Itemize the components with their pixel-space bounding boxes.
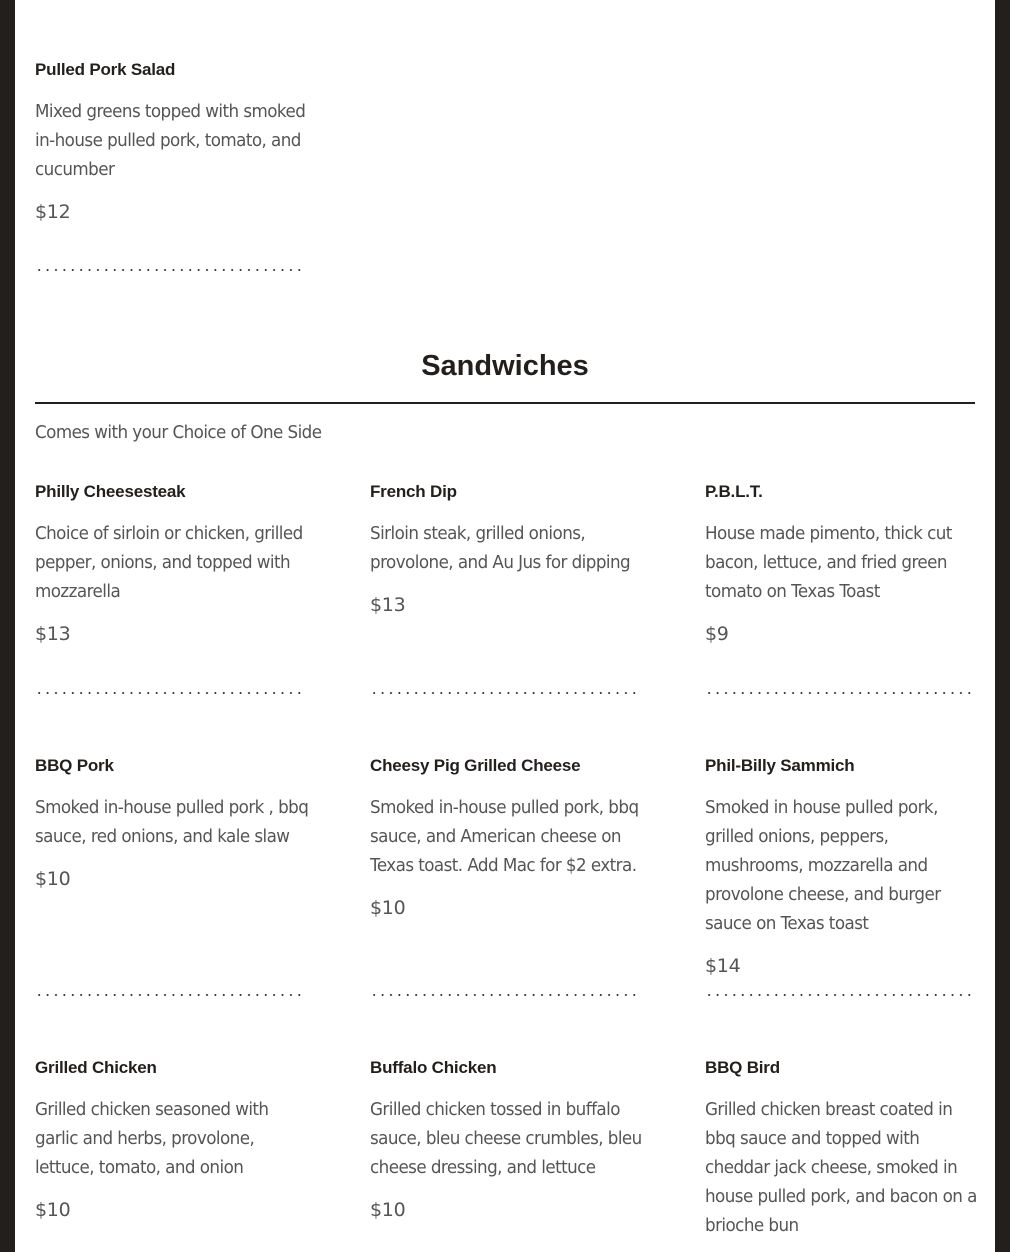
section-note: Comes with your Choice of One Side: [35, 422, 322, 443]
item-description: Smoked in-house pulled pork , bbq sauce, red onions, and kale slaw: [35, 797, 309, 847]
item-name: Pulled Pork Salad: [35, 60, 176, 79]
item-description: Smoked in-house pulled pork, bbq sauce, and American cheese on Texas toast. Add Mac for $2 extra.: [370, 797, 639, 876]
menu-item: [370, 1058, 642, 1222]
item-description: Choice of sirloin or chicken, grilled pepper, onions, and topped with mozzarella: [35, 523, 303, 602]
item-description: Grilled chicken seasoned with garlic and herbs, provolone, lettuce, tomato, and onion: [35, 1099, 269, 1178]
item-price: $13: [370, 594, 406, 616]
item-description: House made pimento, thick cut bacon, lettuce, and fried green tomato on Texas Toast: [705, 523, 952, 602]
dotted-divider: [35, 993, 303, 997]
item-price: $10: [370, 897, 406, 919]
item-price: $10: [35, 1199, 71, 1221]
item-description: Sirloin steak, grilled onions, provolone, and Au Jus for dipping: [370, 523, 631, 573]
dotted-divider: [705, 691, 973, 695]
item-description: Grilled chicken tossed in buffalo sauce, bleu cheese crumbles, bleu cheese dressing, and lettuce: [370, 1099, 642, 1178]
menu-item: [35, 1058, 307, 1222]
item-price: $10: [370, 1199, 406, 1221]
menu-item: [705, 756, 977, 978]
item-price: $14: [705, 955, 741, 977]
menu-page: [15, 0, 995, 1252]
item-name: French Dip: [370, 482, 457, 501]
menu-item-pulled-pork-salad: [35, 60, 307, 224]
menu-item: [35, 482, 307, 646]
item-price: $13: [35, 623, 71, 645]
item-price: $12: [35, 201, 71, 223]
menu-item: [370, 756, 642, 920]
dotted-divider: [370, 691, 638, 695]
section-title: Sandwiches: [421, 350, 589, 382]
item-price: $10: [35, 868, 71, 890]
menu-item: [705, 1058, 977, 1240]
item-description: Grilled chicken breast coated in bbq sauce and topped with cheddar jack cheese, smoked in house pulled pork, and bacon on a brioche bun: [705, 1099, 977, 1236]
item-name: Philly Cheesesteak: [35, 482, 186, 501]
menu-item: [370, 482, 642, 617]
menu-item: [705, 482, 977, 646]
item-description: Mixed greens topped with smoked in-house pulled pork, tomato, and cucumber: [35, 101, 306, 180]
item-name: BBQ Pork: [35, 756, 114, 775]
item-name: Phil-Billy Sammich: [705, 756, 855, 775]
item-name: P.B.L.T.: [705, 482, 763, 501]
dotted-divider: [370, 993, 638, 997]
section-divider: [35, 402, 975, 404]
menu-item: [35, 756, 307, 891]
dotted-divider: [705, 993, 973, 997]
item-description: Smoked in house pulled pork, grilled onions, peppers, mushrooms, mozzarella and provolone cheese, and burger sauce on Texas toast: [705, 797, 941, 934]
item-name: Cheesy Pig Grilled Cheese: [370, 756, 581, 775]
dotted-divider: [35, 268, 303, 272]
item-name: Buffalo Chicken: [370, 1058, 497, 1077]
item-name: BBQ Bird: [705, 1058, 780, 1077]
dotted-divider: [35, 691, 303, 695]
item-name: Grilled Chicken: [35, 1058, 157, 1077]
item-price: $9: [705, 623, 729, 645]
